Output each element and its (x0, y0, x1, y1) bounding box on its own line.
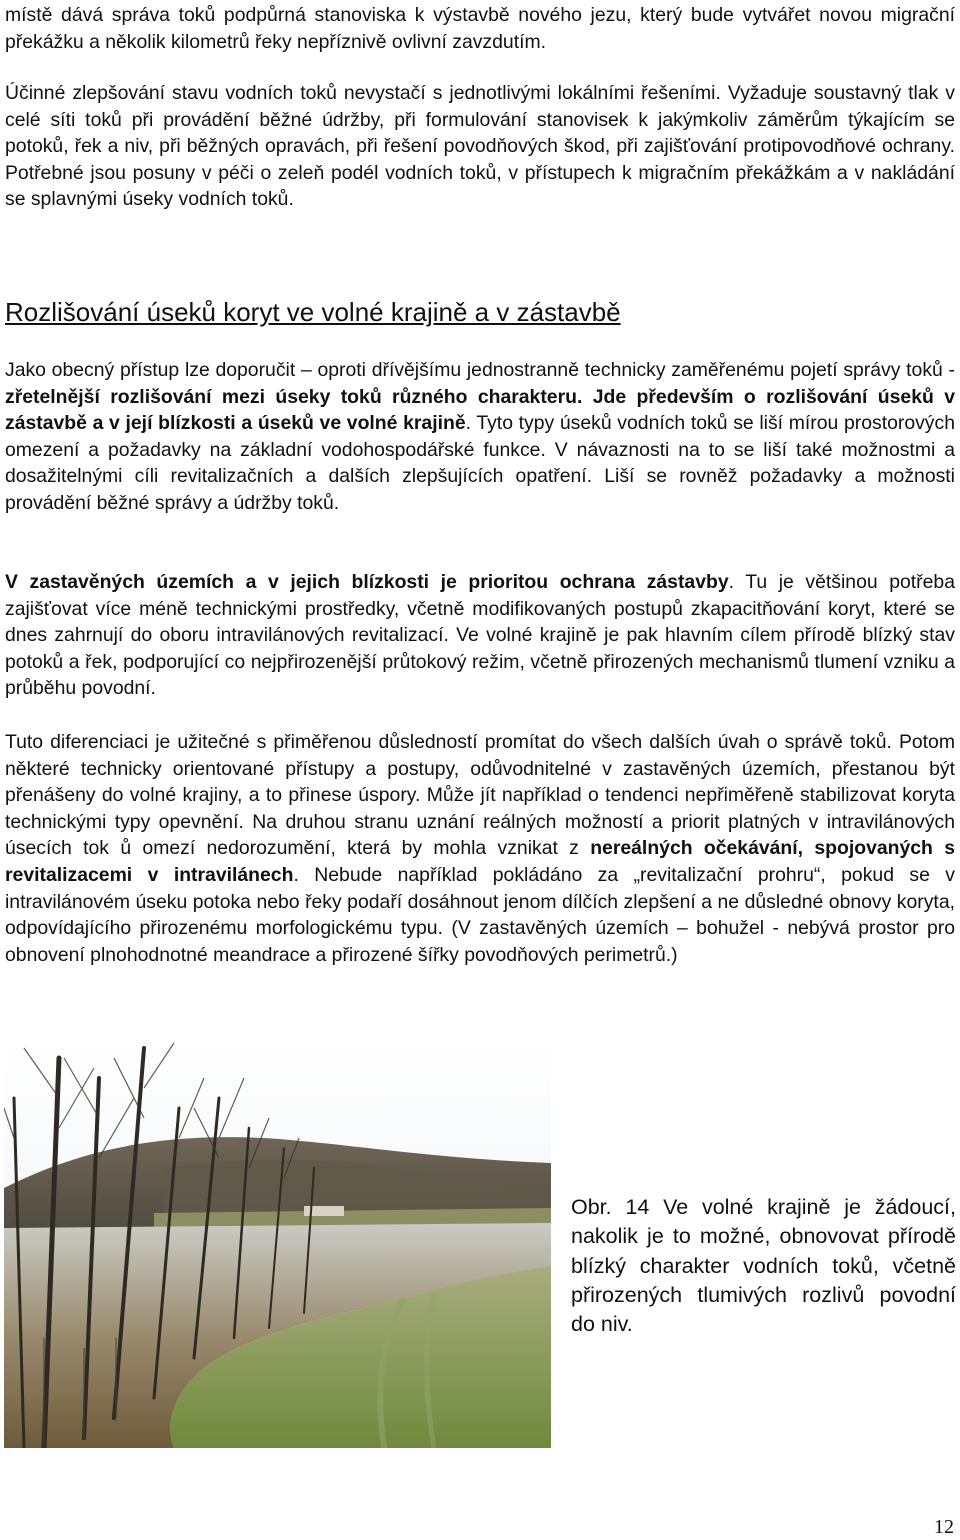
paragraph-4-text-1: . Tu je většinou potřeba zajišťovat více méně technickými prostředky, včetně modifikovaných postupů zkapacitňování koryt, které se dnes zahrnují do oboru intravilánových revitalizací. Ve volné krajině je pak hlavním cílem přírodě blízký stav potoků a řek, podporující co nejpřirozenější průtokový režim, včetně přirozených mechanismů tlumení vzniku a průběhu povodní. (5, 571, 955, 700)
paragraph-3-text-2: . Tyto typy úseků vodních toků se liší mírou prostorových omezení a požadavky na základní vodohospodářské funkce. V návaznosti na to se liší také možnostmi a dosažitelnými cíli revitalizačních a dalších zlepšujících opatření. Liší se rovněž požadavky a možnosti provádění běžné správy a údržby toků. (5, 412, 955, 514)
paragraph-5-text-1: Tuto diferenciaci je užitečné s přiměřenou důsledností promítat do všech dalších úvah o správě toků. Potom některé technicky orientované přístupy a postupy, odůvodnitelné v zastavěných územích, přestanou být přenášeny do volné krajiny, a to přinese úspory. Může jít například o tendenci nepřiměřeně stabilizovat koryta technickými typy opevnění. Na druhou stranu uznání reálných možností a priorit platných v intravilánových úsecích tok ů omezí nedorozumění, která by mohla vznikat z (5, 731, 955, 860)
paragraph-3-text-1: Jako obecný přístup lze doporučit – oproti dřívějšímu jednostranně technicky zaměřenému pojetí správy toků - (5, 359, 955, 381)
paragraph-4 (5, 569, 955, 702)
page-number: 12 (934, 1516, 954, 1538)
section-heading: Rozlišování úseků koryt ve volné krajině a v zástavbě (5, 297, 621, 327)
paragraph-5-bold-1: nereálných očekávání, spojovaných s revitalizacemi v intravilánech (5, 837, 955, 886)
paragraph-2: Účinné zlepšování stavu vodních toků nevystačí s jednotlivými lokálními řešeními. Vyžaduje soustavný tlak v celé síti toků při provádění běžné údržby, při formulování stanovisek k jakýmkoliv záměrům týkajícím se potoků, řek a niv, při běžných opravách, při řešení povodňových škod, při zajišťování protipovodňové ochrany. Potřebné jsou posuny v péči o zeleň podél vodních toků, v přístupech k migračním překážkám a v nakládání se splavnými úseky vodních toků. (5, 82, 955, 211)
flooded-river-illustration (4, 1038, 551, 1448)
flooded-river-photo (4, 1038, 551, 1448)
paragraph-3-bold-1: zřetelnější rozlišování mezi úseky toků různého charakteru. Jde především o rozlišování úseků v zástavbě a v její blízkosti a úseků ve volné krajině (5, 385, 955, 435)
figure-caption: Obr. 14 Ve volné krajině je žádoucí, nakolik je to možné, obnovovat přírodě blízký charakter vodních toků, včetně přirozených tlumivých rozlivů povodní do niv. (571, 1195, 956, 1337)
paragraph-5 (5, 729, 955, 968)
paragraph-3 (5, 357, 955, 517)
paragraph-1: místě dává správa toků podpůrná stanoviska k výstavbě nového jezu, který bude vytvářet novou migrační překážku a několik kilometrů řeky nepříznivě ovlivní zavzdutím. (5, 4, 955, 53)
paragraph-4-bold-1: V zastavěných územích a v jejich blízkosti je prioritou ochrana zástavby (5, 571, 729, 593)
paragraph-5-text-2: . Nebude například pokládáno za „revitalizační prohru“, pokud se v intravilánovém úseku potoka nebo řeky podaří dosáhnout jenom dílčích zlepšení a ne důsledné obnovy koryta, odpovídajícího přirozenému morfologickému typu. (V zastavěných územích – bohužel - nebývá prostor pro obnovení plnohodnotné meandrace a přirozené šířky povodňových perimetrů.) (5, 863, 955, 966)
